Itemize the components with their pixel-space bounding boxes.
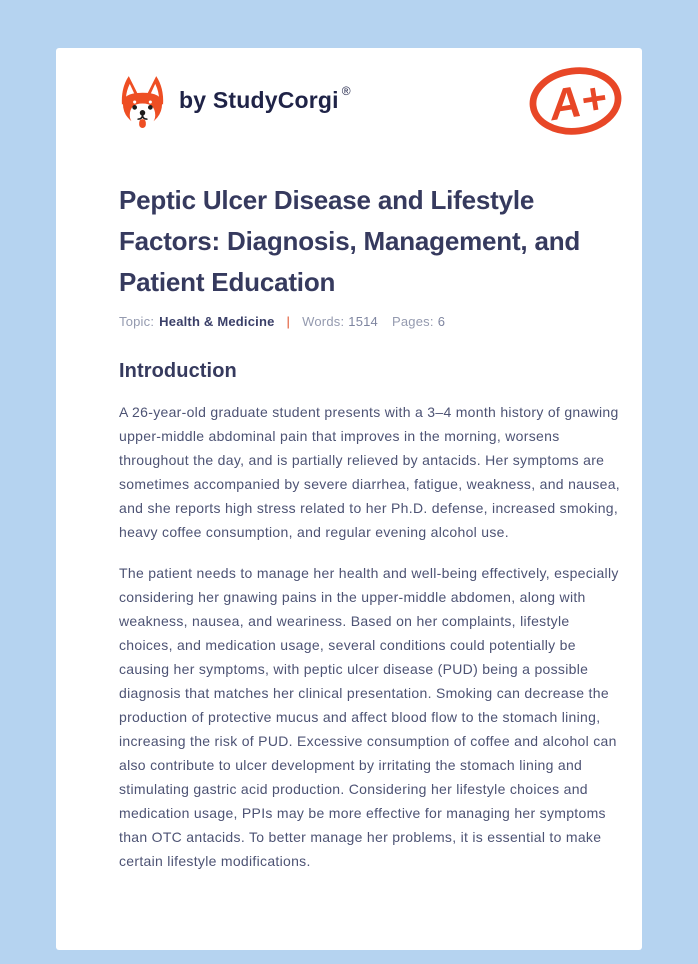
words-label: Words: [302, 314, 345, 329]
page-title: Peptic Ulcer Disease and Lifestyle Factors: Diagnosis, Management, and Patient Education [119, 185, 581, 297]
paragraph-2: The patient needs to manage her health and well-being effectively, especially considering her gnawing pains in the upper-middle abdomen, along with weakness, nausea, and weariness. Based on her complaints, lifestyle choices, and medication usage, several conditions could potentially be causing her symptoms, with peptic ulcer disease (PUD) being a possible diagnosis that matches her clinical presentation. Smoking can decrease the production of protective mucus and affect blood flow to the stomach lining, increasing the risk of PUD. Excessive consumption of coffee and alcohol can also contribute to ulcer development by irritating the stomach lining and stimulating gastric acid production. Considering her lifestyle choices and medication usage, PPIs may be more effective for managing her symptoms than OTC antacids. To better manage her problems, it is essential to make certain lifestyle modifications. [119, 565, 619, 869]
pages-value: 6 [437, 314, 446, 329]
words-count [302, 314, 378, 329]
topic-label: Topic: [119, 314, 155, 329]
words-value: 1514 [348, 314, 378, 329]
pages-label: Pages: [392, 314, 434, 329]
registered-mark: ® [341, 83, 351, 98]
a-plus-badge-icon [527, 62, 624, 140]
paragraph-1: A 26-year-old graduate student presents with a 3–4 month history of gnawing upper-middle abdominal pain that improves in the morning, worsens throughout the day, and is partially relieved by antacids. Her symptoms are sometimes accompanied by severe diarrhea, fatigue, weakness, and nausea, and she reports high stress related to her Ph.D. defense, increased smoking, heavy coffee consumption, and regular evening alcohol use. [119, 404, 620, 540]
card-header [119, 62, 624, 140]
brand-text: by StudyCorgi [179, 86, 339, 113]
grade-badge-text: A+ [545, 72, 610, 131]
section-heading-introduction: Introduction [119, 360, 237, 382]
studycorgi-logo[interactable] [119, 73, 351, 130]
document-card [56, 48, 642, 950]
article-meta [119, 314, 624, 329]
corgi-logo-icon [119, 75, 166, 130]
meta-separator: | [286, 314, 291, 329]
topic-link[interactable]: Health & Medicine [159, 314, 275, 329]
pages-count [392, 314, 445, 329]
